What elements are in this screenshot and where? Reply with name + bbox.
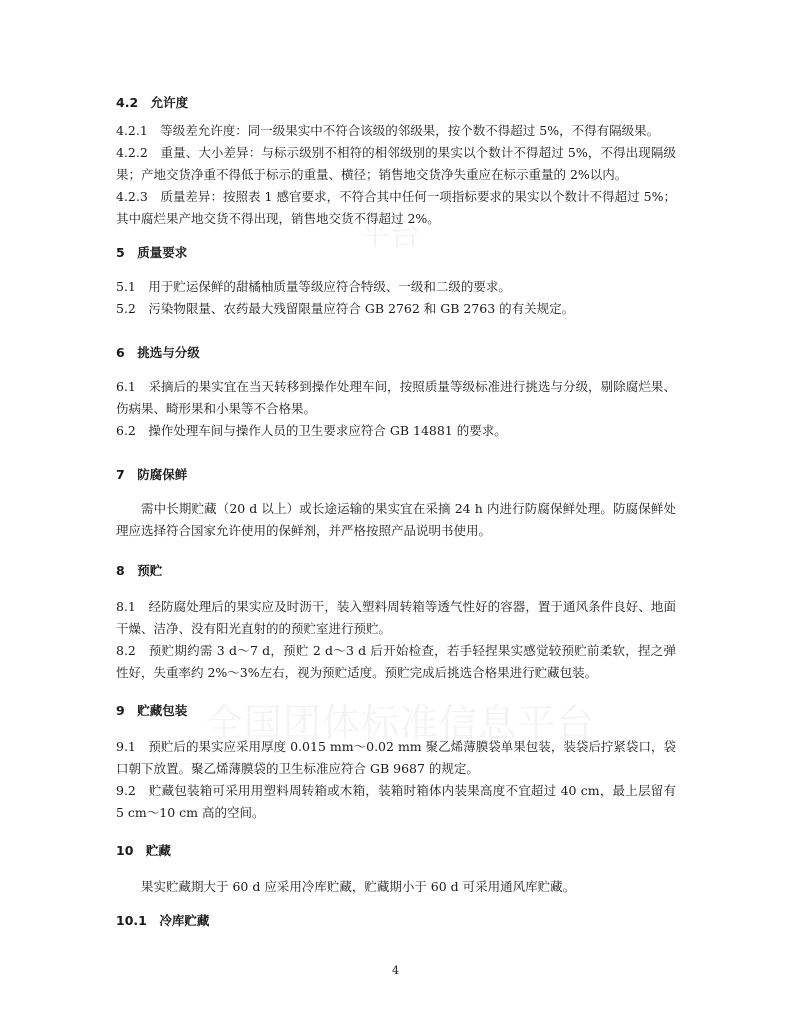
paragraph: 5.1 用于贮运保鲜的甜橘柚质量等级应符合特级、一级和二级的要求。: [116, 279, 511, 294]
paragraph: 8.1 经防腐处理后的果实应及时沥干，装入塑料周转箱等透气性好的容器，置于通风条件良好、地面干燥、洁净、没有阳光直射的的预贮室进行预贮。: [116, 599, 676, 636]
paragraph: 9.1 预贮后的果实应采用厚度 0.015 mm～0.02 mm 聚乙烯薄膜袋单果包装，装袋后拧紧袋口，袋口朝下放置。聚乙烯薄膜袋的卫生标准应符合 GB 9687 的规定。: [116, 739, 676, 776]
section-heading: 10.1 冷库贮藏: [116, 913, 210, 928]
section-heading: 5 质量要求: [116, 245, 188, 260]
section-heading: 8 预贮: [116, 563, 163, 578]
paragraph: 果实贮藏期大于 60 d 应采用冷库贮藏，贮藏期小于 60 d 可采用通风库贮藏。: [141, 879, 576, 894]
paragraph: 4.2.2 重量、大小差异：与标示级别不相符的相邻级别的果实以个数计不得超过 5%，不得出现隔级果；产地交货净重不得低于标示的重量、横径；销售地交货净失重应在标示重量的 2%以内。: [116, 145, 676, 182]
paragraph: 8.2 预贮期约需 3 d～7 d，预贮 2 d～3 d 后开始检查，若手轻捏果实感觉较预贮前柔软，捏之弹性好，失重率约 2%～3%左右，视为预贮适度。预贮完成后挑选合格果进行贮藏包装。: [116, 643, 676, 680]
section-heading: 6 挑选与分级: [116, 345, 200, 360]
section-heading: 7 防腐保鲜: [116, 467, 188, 482]
paragraph: 6.2 操作处理车间与操作人员的卫生要求应符合 GB 14881 的要求。: [116, 423, 507, 438]
paragraph: 4.2.1 等级差允许度：同一级果实中不符合该级的邻级果，按个数不得超过 5%，不得有隔级果。: [116, 123, 660, 138]
watermark: 全国团体标准信息平台: [205, 701, 596, 745]
paragraph: 需中长期贮藏（20 d 以上）或长途运输的果实宜在采摘 24 h 内进行防腐保鲜处理。防腐保鲜处理应选择符合国家允许使用的保鲜剂，并严格按照产品说明书使用。: [116, 501, 676, 538]
paragraph: 4.2.3 质量差异：按照表 1 感官要求，不符合其中任何一项指标要求的果实以个数计不得超过 5%；其中腐烂果产地交货不得出现，销售地交货不得超过 2%。: [116, 189, 676, 226]
section-heading: 9 贮藏包装: [116, 703, 188, 718]
watermark-fragment: 平台: [360, 218, 420, 253]
paragraph: 5.2 污染物限量、农药最大残留限量应符合 GB 2762 和 GB 2763 的有关规定。: [116, 301, 575, 316]
paragraph: 9.2 贮藏包装箱可采用用塑料周转箱或木箱，装箱时箱体内装果高度不宜超过 40 cm，最上层留有 5 cm～10 cm 高的空间。: [116, 783, 676, 820]
section-heading: 10 贮藏: [116, 843, 171, 858]
section-heading: 4.2 允许度: [116, 95, 189, 110]
page-number: 4: [392, 964, 399, 977]
paragraph: 6.1 采摘后的果实宜在当天转移到操作处理车间，按照质量等级标准进行挑选与分级，剔除腐烂果、伤病果、畸形果和小果等不合格果。: [116, 379, 676, 416]
